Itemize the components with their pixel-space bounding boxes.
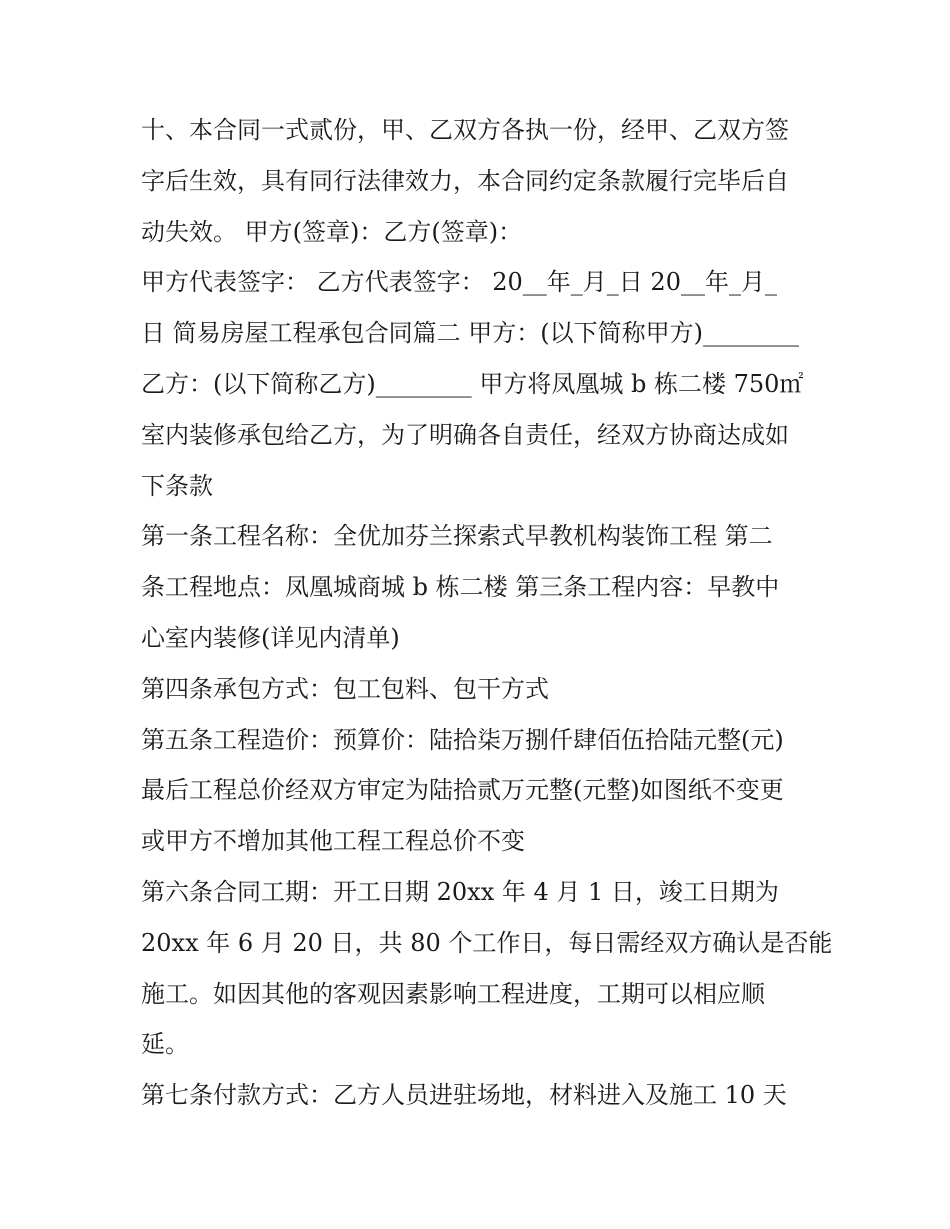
text-line: 延。 bbox=[141, 1030, 189, 1059]
text-line: 日 简易房屋工程承包合同篇二 甲方：(以下简称甲方)________ bbox=[141, 319, 799, 348]
text-line: 或甲方不增加其他工程工程总价不变 bbox=[141, 827, 525, 856]
text-line: 室内装修承包给乙方，为了明确各自责任，经双方协商达成如 bbox=[141, 420, 789, 449]
text-line: 动失效。 甲方(签章)：乙方(签章)： bbox=[141, 217, 523, 246]
document-body bbox=[141, 105, 833, 1121]
text-line: 心室内装修(详见内清单) bbox=[141, 623, 400, 652]
text-line: 乙方：(以下简称乙方)________ 甲方将凤凰城 b 栋二楼 750㎡ bbox=[141, 369, 804, 398]
text-line: 甲方代表签字： 乙方代表签字： 20__年_月_日 20__年_月_ bbox=[141, 268, 777, 297]
text-line: 第六条合同工期：开工日期 20xx 年 4 月 1 日，竣工日期为 bbox=[141, 877, 779, 906]
text-line: 字后生效，具有同行法律效力，本合同约定条款履行完毕后自 bbox=[141, 166, 789, 195]
text-line: 第五条工程造价：预算价：陆拾柒万捌仟肆佰伍拾陆元整(元) bbox=[141, 725, 784, 754]
text-line: 20xx 年 6 月 20 日，共 80 个工作日，每日需经双方确认是否能 bbox=[141, 928, 833, 957]
text-line: 下条款 bbox=[141, 471, 213, 500]
text-line: 施工。如因其他的客观因素影响工程进度，工期可以相应顺 bbox=[141, 979, 765, 1008]
text-line: 第七条付款方式：乙方人员进驻场地，材料进入及施工 10 天 bbox=[141, 1081, 787, 1110]
text-line: 条工程地点：凤凰城商城 b 栋二楼 第三条工程内容：早教中 bbox=[141, 573, 780, 602]
text-line: 第一条工程名称：全优加芬兰探索式早教机构装饰工程 第二 bbox=[141, 522, 773, 551]
text-line: 最后工程总价经双方审定为陆拾贰万元整(元整)如图纸不变更 bbox=[141, 776, 784, 805]
text-line: 十、本合同一式贰份，甲、乙双方各执一份，经甲、乙双方签 bbox=[141, 116, 789, 144]
text-line: 第四条承包方式：包工包料、包干方式 bbox=[141, 674, 549, 703]
